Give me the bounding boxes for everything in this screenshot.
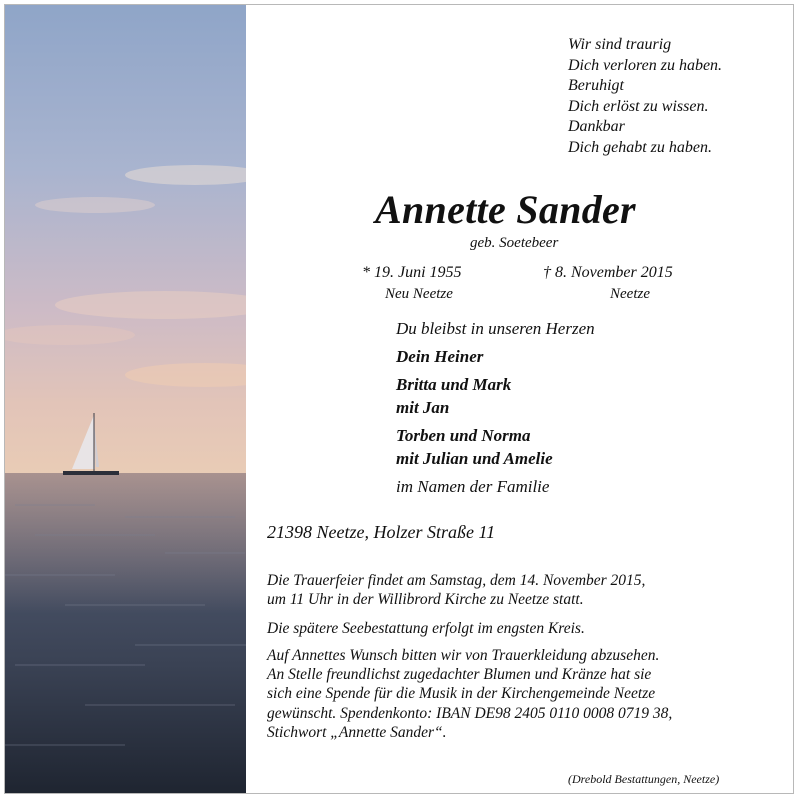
maiden-name: geb. Soetebeer	[470, 235, 559, 251]
poem-line: Wir sind traurig	[568, 36, 672, 53]
family-member: Britta und Mark	[396, 375, 512, 394]
funeral-line: um 11 Uhr in der Willibrord Kirche zu Neetze statt.	[267, 591, 584, 609]
burial-line: Die spätere Seebestattung erfolgt im engsten Kreis.	[267, 620, 585, 637]
poem-line: Dich erlöst zu wissen.	[568, 97, 709, 115]
donation-line: Auf Annettes Wunsch bitten wir von Trauerkleidung abzusehen.	[267, 647, 660, 664]
poem-line: Dich verloren zu haben.	[568, 56, 723, 74]
funeral-line: Die Trauerfeier findet am Samstag, dem 14. November 2015,	[267, 572, 646, 589]
donation-line: gewünscht. Spendenkonto: IBAN DE98 2405 0110 0008 0719 38,	[267, 704, 673, 722]
poem	[568, 35, 722, 158]
birth-date: * 19. Juni 1955	[362, 264, 462, 281]
burial-notice	[267, 619, 585, 638]
deceased-name: Annette Sander	[375, 187, 636, 232]
birth-place: Neu Neetze	[385, 286, 453, 302]
death-place: Neetze	[610, 286, 650, 302]
donation-line: An Stelle freundlichst zugedachter Blumen und Kränze hat sie	[267, 666, 652, 684]
family-closing: im Namen der Familie	[396, 477, 550, 496]
funeral-home-credit: (Drebold Bestattungen, Neetze)	[568, 772, 720, 786]
family-member: mit Julian und Amelie	[396, 449, 553, 468]
donation-line: Stichwort „Annette Sander“.	[267, 723, 447, 741]
family-member: Dein Heiner	[396, 347, 484, 366]
address: 21398 Neetze, Holzer Straße 11	[267, 522, 496, 542]
family-member: mit Jan	[396, 398, 450, 417]
family-intro: Du bleibst in unseren Herzen	[396, 319, 595, 338]
donation-notice	[267, 646, 672, 742]
donation-line: sich eine Spende für die Musik in der Kirchengemeinde Neetze	[267, 685, 656, 703]
obituary-text	[5, 5, 794, 794]
funeral-notice	[267, 571, 645, 609]
poem-line: Dankbar	[568, 118, 625, 135]
death-date: † 8. November 2015	[543, 264, 673, 281]
poem-line: Beruhigt	[568, 77, 624, 94]
poem-line: Dich gehabt zu haben.	[568, 138, 712, 156]
obituary-card	[4, 4, 794, 794]
family-member: Torben und Norma	[396, 426, 531, 445]
